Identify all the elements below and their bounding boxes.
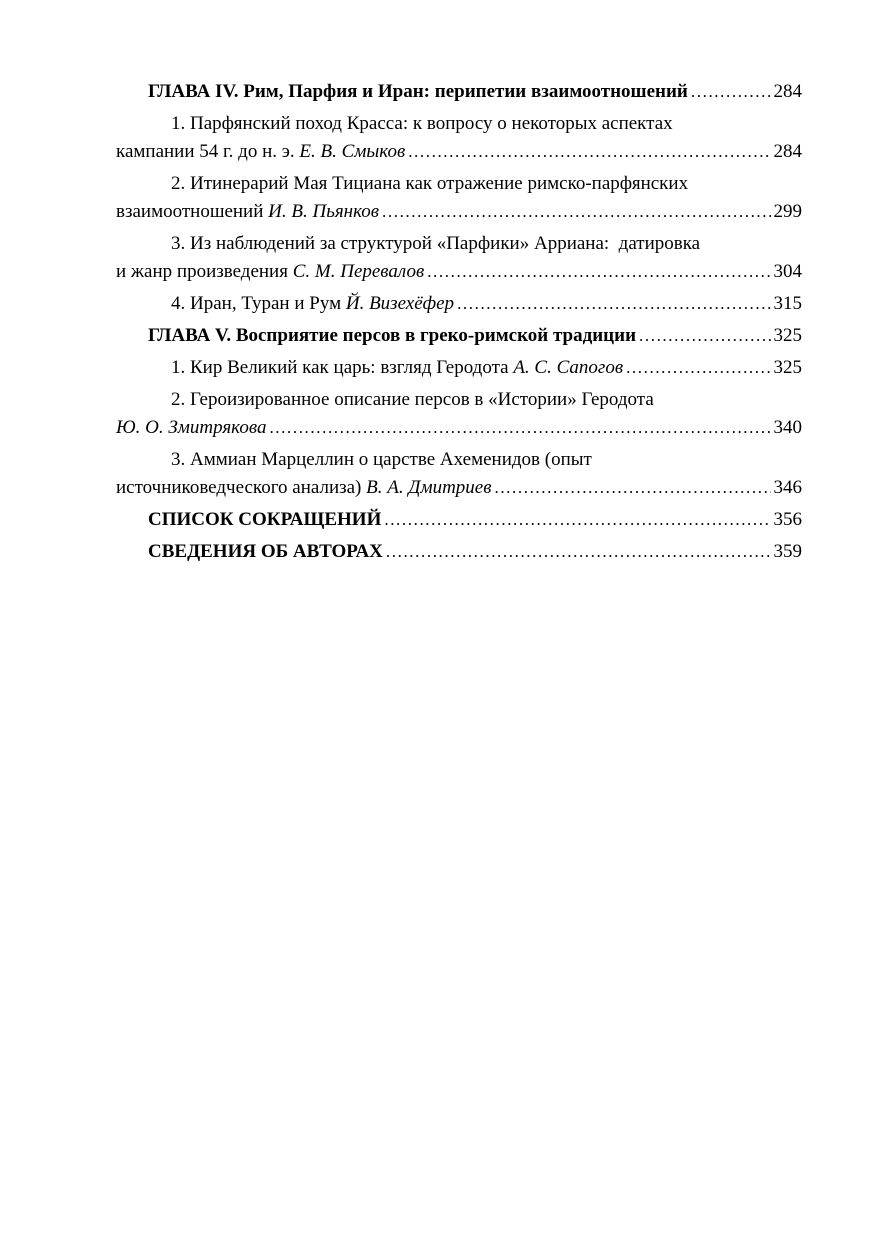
author-name: И. В. Пьянков [268, 201, 380, 222]
page-number: 356 [773, 509, 802, 530]
page-number: 284 [773, 81, 802, 102]
toc-item[interactable] [116, 386, 802, 441]
toc-chapter-5[interactable] [116, 322, 802, 349]
toc-item[interactable] [116, 170, 802, 225]
page-number: 325 [773, 357, 802, 378]
leader-dots [639, 322, 770, 349]
item-title-continued: источниковедческого анализа) [116, 477, 362, 498]
section-title: СПИСОК СОКРАЩЕНИЙ [148, 509, 382, 530]
toc-item[interactable] [116, 290, 802, 317]
author-name: Ю. О. Змитрякова [116, 417, 267, 438]
toc-item[interactable] [116, 230, 802, 285]
author-name: Е. В. Смыков [299, 141, 406, 162]
author-name: С. М. Перевалов [292, 261, 425, 282]
toc-item[interactable] [116, 354, 802, 381]
page-number: 315 [773, 293, 802, 314]
leader-dots [408, 138, 770, 165]
leader-dots [386, 538, 771, 565]
leader-dots [269, 414, 770, 441]
page-number: 346 [773, 477, 802, 498]
toc-abbreviations[interactable] [116, 506, 802, 533]
item-title: 2. Итинерарий Мая Тициана как отражение римско-парфянских [171, 173, 689, 194]
toc-item[interactable] [116, 446, 802, 501]
item-title: 1. Кир Великий как царь: взгляд Геродота [171, 357, 509, 378]
toc-chapter-4[interactable] [116, 78, 802, 105]
leader-dots [382, 198, 770, 225]
toc-authors[interactable] [116, 538, 802, 565]
item-title: 1. Парфянский поход Красса: к вопросу о некоторых аспектах [171, 113, 673, 134]
page-number: 359 [773, 541, 802, 562]
page-number: 284 [773, 141, 802, 162]
leader-dots [457, 290, 770, 317]
item-title: 3. Из наблюдений за структурой «Парфики» Арриана: датировка [171, 233, 701, 254]
item-title: 4. Иран, Туран и Рум [171, 293, 342, 314]
author-name: А. С. Сапогов [513, 357, 624, 378]
item-title: 2. Героизированное описание персов в «Истории» Геродота [171, 389, 654, 410]
item-title-continued: кампании 54 г. до н. э. [116, 141, 295, 162]
author-name: В. А. Дмитриев [366, 477, 492, 498]
leader-dots [691, 78, 771, 105]
author-name: Й. Визехёфер [345, 293, 455, 314]
leader-dots [626, 354, 770, 381]
leader-dots [494, 474, 770, 501]
item-title-continued: и жанр произведения [116, 261, 288, 282]
page-number: 340 [773, 417, 802, 438]
page-number: 299 [773, 201, 802, 222]
item-title-continued: взаимоотношений [116, 201, 264, 222]
table-of-contents [116, 78, 802, 565]
section-title: СВЕДЕНИЯ ОБ АВТОРАХ [148, 541, 383, 562]
leader-dots [427, 258, 770, 285]
chapter-title: ГЛАВА V. Восприятие персов в греко-римской традиции [148, 325, 637, 346]
toc-item[interactable] [116, 110, 802, 165]
item-title: 3. Аммиан Марцеллин о царстве Ахеменидов (опыт [171, 449, 592, 470]
page-number: 325 [773, 325, 802, 346]
leader-dots [384, 506, 770, 533]
chapter-title: ГЛАВА IV. Рим, Парфия и Иран: перипетии взаимоотношений [148, 81, 688, 102]
page-number: 304 [773, 261, 802, 282]
